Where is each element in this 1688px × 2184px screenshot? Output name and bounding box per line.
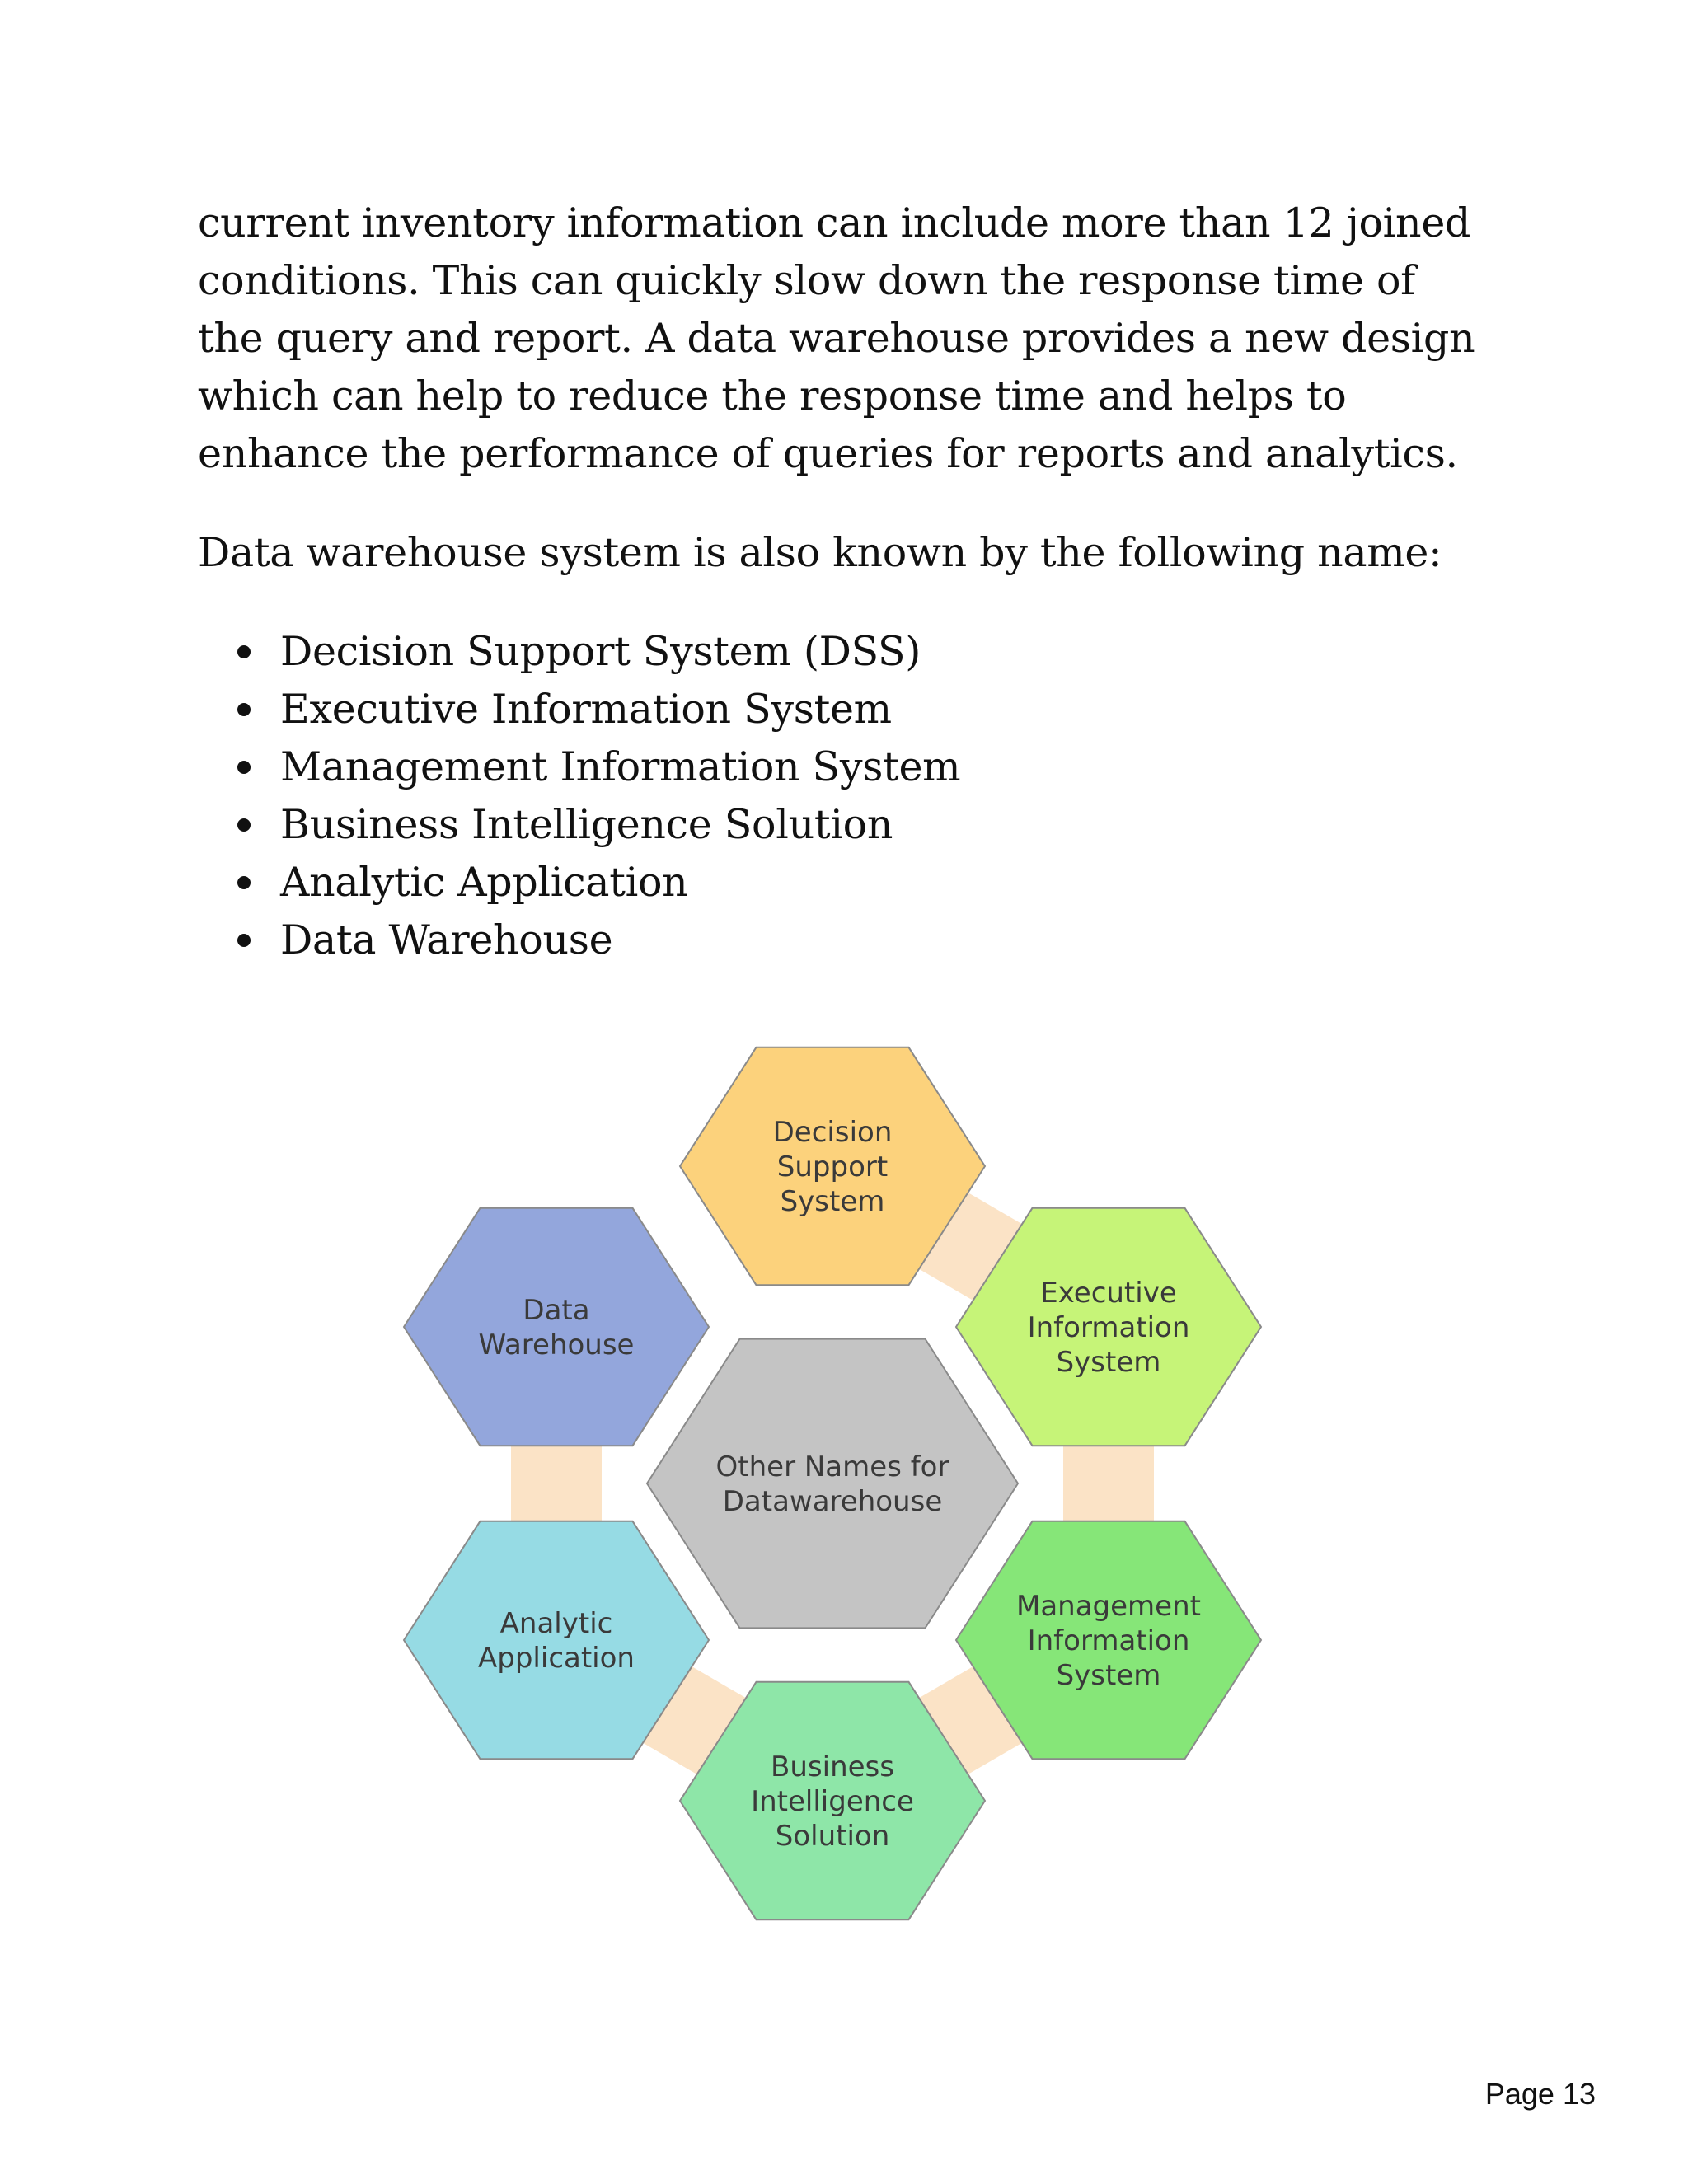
list-item xyxy=(198,738,1484,796)
list-item-text: Business Intelligence Solution xyxy=(280,801,893,848)
bullet-icon xyxy=(237,761,251,774)
hexagon-label: Business xyxy=(771,1750,894,1783)
names-list xyxy=(198,623,1484,969)
bullet-icon xyxy=(237,934,251,947)
list-item xyxy=(198,912,1484,969)
page-content xyxy=(198,194,1484,969)
hexagon-label: Application xyxy=(478,1642,635,1675)
hex-data-warehouse xyxy=(404,1208,709,1446)
hexagon-shape xyxy=(647,1339,1018,1629)
page-number: Page 13 xyxy=(1484,2077,1596,2111)
list-item-text: Analytic Application xyxy=(280,859,688,906)
hexagon-label: System xyxy=(780,1185,885,1218)
hexagon-label: Solution xyxy=(775,1820,890,1853)
bullet-icon xyxy=(237,703,251,716)
bullet-icon xyxy=(237,645,251,658)
list-item-text: Management Information System xyxy=(280,743,961,790)
hexagon-shape xyxy=(404,1208,709,1446)
hexagon-label: Decision xyxy=(772,1116,893,1149)
list-item-text: Executive Information System xyxy=(280,686,892,733)
list-item-text: Data Warehouse xyxy=(280,916,613,963)
hexagon-label: Other Names for xyxy=(715,1451,950,1483)
hexagon-label: Datawarehouse xyxy=(722,1485,943,1518)
hexagon-label: Information xyxy=(1027,1311,1190,1344)
bullet-icon xyxy=(237,876,251,889)
bullet-icon xyxy=(237,818,251,832)
hexagon-label: Support xyxy=(776,1151,889,1183)
list-item xyxy=(198,681,1484,738)
hexagon-diagram-canvas xyxy=(396,1005,1302,1953)
hexagon-label: Data xyxy=(523,1294,590,1327)
names-hexagon-diagram xyxy=(396,1005,1302,1953)
list-item xyxy=(198,623,1484,681)
list-item xyxy=(198,854,1484,912)
list-item xyxy=(198,796,1484,854)
hexagon-label: Information xyxy=(1027,1624,1190,1657)
intro-paragraph: Data warehouse system is also known by the following name: xyxy=(198,529,1442,576)
hexagon-label: System xyxy=(1056,1346,1161,1379)
hexagon-label: Intelligence xyxy=(751,1785,914,1818)
hexagon-label: Management xyxy=(1016,1590,1201,1623)
hexagon-label: System xyxy=(1056,1659,1161,1692)
hexagon-label: Executive xyxy=(1040,1277,1177,1310)
list-item-text: Decision Support System (DSS) xyxy=(280,628,921,675)
hexagon-label: Analytic xyxy=(499,1607,613,1640)
hexagon-label: Warehouse xyxy=(478,1329,635,1361)
body-paragraph: current inventory information can include more than 12 joined conditions. This can quickly slow down the response time of the query and report. A data warehouse provides a new design which can help to reduce the response time and helps to enhance the performance of queries for reports and analytics. xyxy=(198,199,1475,477)
hex-center-other-names xyxy=(647,1339,1018,1629)
